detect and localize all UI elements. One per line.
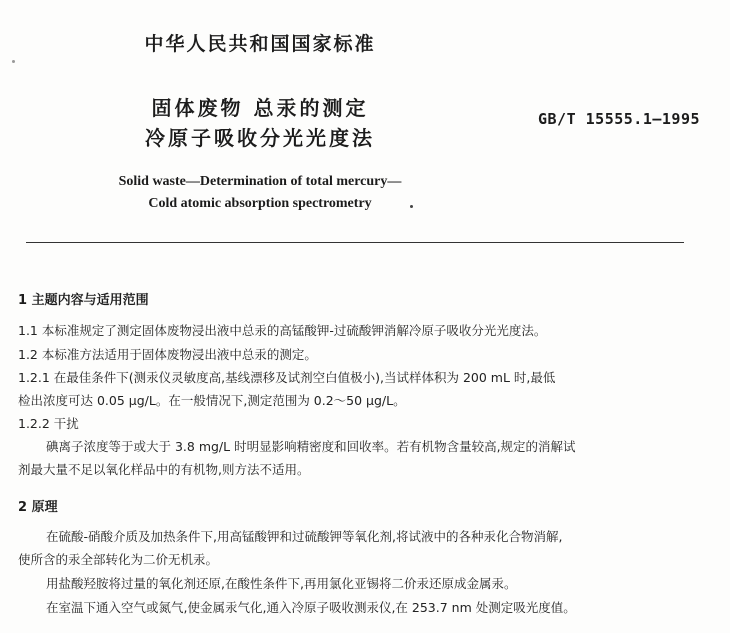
title-cn-line1: 固体废物 总汞的测定 [151, 96, 369, 120]
clause-1-2-2-line1: 碘离子浓度等于或大于 3.8 mg/L 时明显影响精密度和回收率。若有机物含量较高,规定的消解试 [46, 439, 576, 454]
principle-p3: 在室温下通入空气或氮气,使金属汞气化,通入冷原子吸收测汞仪,在 253.7 nm 处测定吸光度值。 [46, 600, 576, 615]
principle-p2: 用盐酸羟胺将过量的氧化剂还原,在酸性条件下,再用氯化亚锡将二价汞还原成金属汞。 [46, 576, 517, 591]
clause-1-1: 1.1 本标准规定了测定固体废物浸出液中总汞的高锰酸钾-过硫酸钾消解冷原子吸收分光光度法。 [18, 323, 547, 338]
principle-p1-line1: 在硫酸-硝酸介质及加热条件下,用高锰酸钾和过硫酸钾等氧化剂,将试液中的各种汞化合物消解, [46, 529, 563, 544]
principle-p1-line2: 使所含的汞全部转化为二价无机汞。 [18, 552, 219, 567]
header-divider [26, 242, 684, 243]
clause-1-2-1-line1: 1.2.1 在最佳条件下(测汞仪灵敏度高,基线漂移及试剂空白值极小),当试样体积为 200 mL 时,最低 [18, 370, 556, 385]
title-en-line1: Solid waste—Determination of total mercury— [118, 174, 402, 189]
clause-1-2-2-heading: 1.2.2 干扰 [18, 416, 79, 431]
section-2-heading: 2 原理 [18, 500, 58, 515]
scan-speck [12, 60, 15, 63]
title-en-line2: Cold atomic absorption spectrometry [148, 196, 372, 211]
scan-mark [410, 205, 413, 208]
title-cn-line2: 冷原子吸收分光光度法 [145, 126, 375, 150]
clause-1-2: 1.2 本标准方法适用于固体废物浸出液中总汞的测定。 [18, 347, 317, 362]
clause-1-2-2-line2: 剂最大量不足以氧化样品中的有机物,则方法不适用。 [18, 462, 310, 477]
national-standard-header: 中华人民共和国国家标准 [144, 33, 376, 55]
section-1-heading: 1 主题内容与适用范围 [18, 293, 149, 308]
standard-number: GB/T 15555.1—1995 [538, 110, 701, 128]
clause-1-2-1-line2: 检出浓度可达 0.05 μg/L。在一般情况下,测定范围为 0.2～50 μg/L。 [18, 393, 406, 408]
